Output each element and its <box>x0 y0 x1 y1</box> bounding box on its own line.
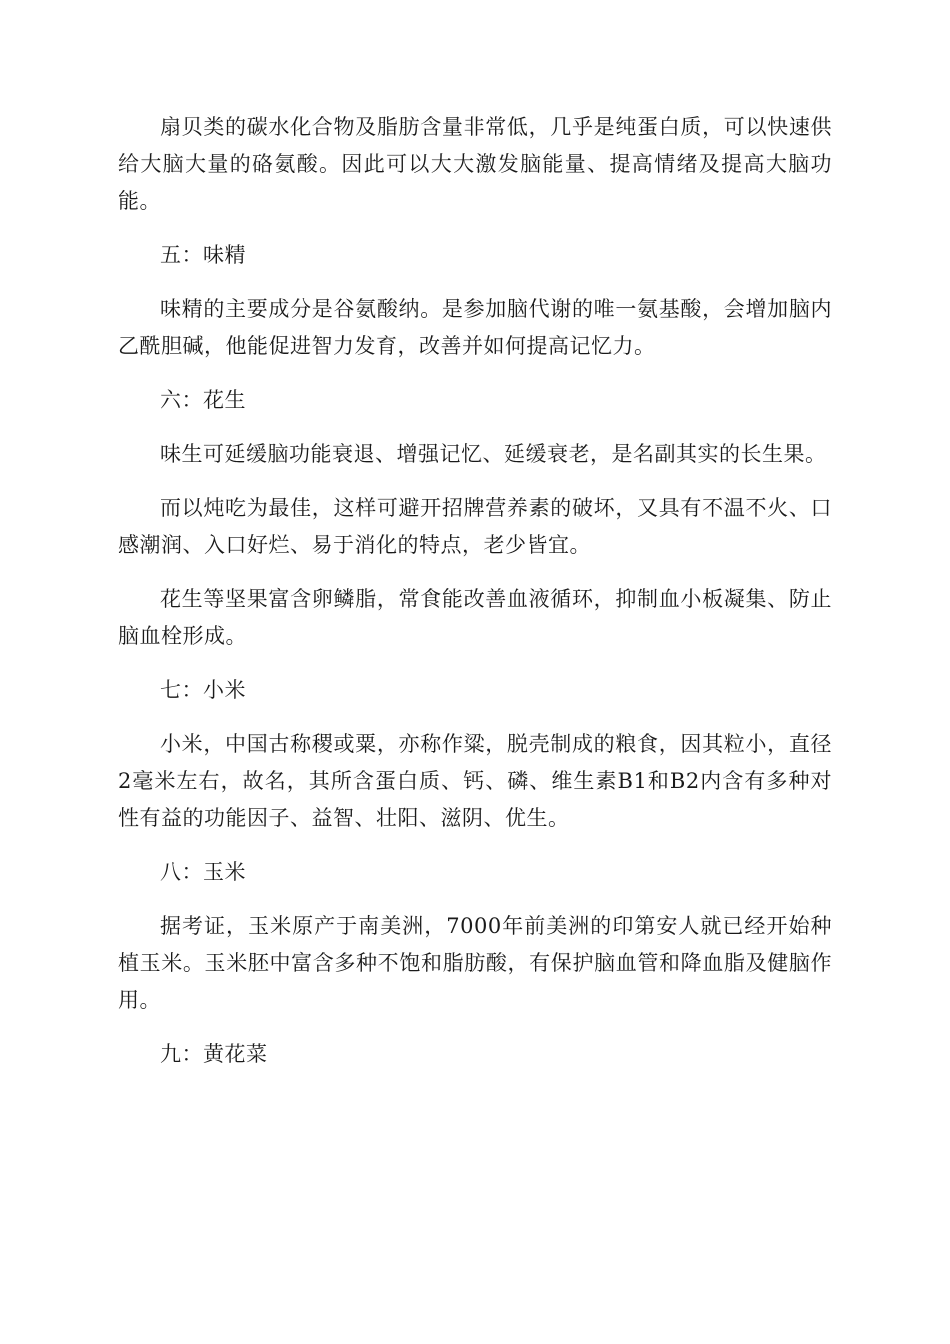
paragraph-scallop: 扇贝类的碳水化合物及脂肪含量非常低，几乎是纯蛋白质，可以快速供给大脑大量的硌氨酸。因此可以大大激发脑能量、提高情绪及提高大脑功能。 <box>118 115 832 213</box>
paragraph-peanut-2: 而以炖吃为最佳，这样可避开招牌营养素的破坏，又具有不温不火、口感潮润、入口好烂、易于消化的特点，老少皆宜。 <box>118 496 832 557</box>
paragraph-peanut-3: 花生等坚果富含卵鳞脂，常食能改善血液循环，抑制血小板凝集、防止脑血栓形成。 <box>118 587 832 648</box>
section-heading-msg: 五：味精 <box>160 243 246 267</box>
paragraph-millet: 小米，中国古称稷或粟，亦称作粱，脱壳制成的粮食，因其粒小，直径2毫米左右，故名，其所含蛋白质、钙、磷、维生素B1和B2内含有多种对性有益的功能因子、益智、壮阳、滋阴、优生。 <box>118 732 832 830</box>
paragraph-peanut-1: 味生可延缓脑功能衰退、增强记忆、延缓衰老，是名副其实的长生果。 <box>160 442 827 466</box>
paragraph-corn: 据考证，玉米原产于南美洲，7000年前美洲的印第安人就已经开始种植玉米。玉米胚中富含多种不饱和脂肪酸，有保护脑血管和降血脂及健脑作用。 <box>118 914 832 1012</box>
section-heading-corn: 八：玉米 <box>160 860 246 884</box>
section-heading-peanut: 六：花生 <box>160 388 246 412</box>
section-heading-millet: 七：小米 <box>160 678 246 702</box>
section-heading-daylily: 九：黄花菜 <box>160 1042 268 1066</box>
paragraph-msg: 味精的主要成分是谷氨酸纳。是参加脑代谢的唯一氨基酸，会增加脑内乙酰胆碱，他能促进智力发育，改善并如何提高记忆力。 <box>118 297 832 358</box>
